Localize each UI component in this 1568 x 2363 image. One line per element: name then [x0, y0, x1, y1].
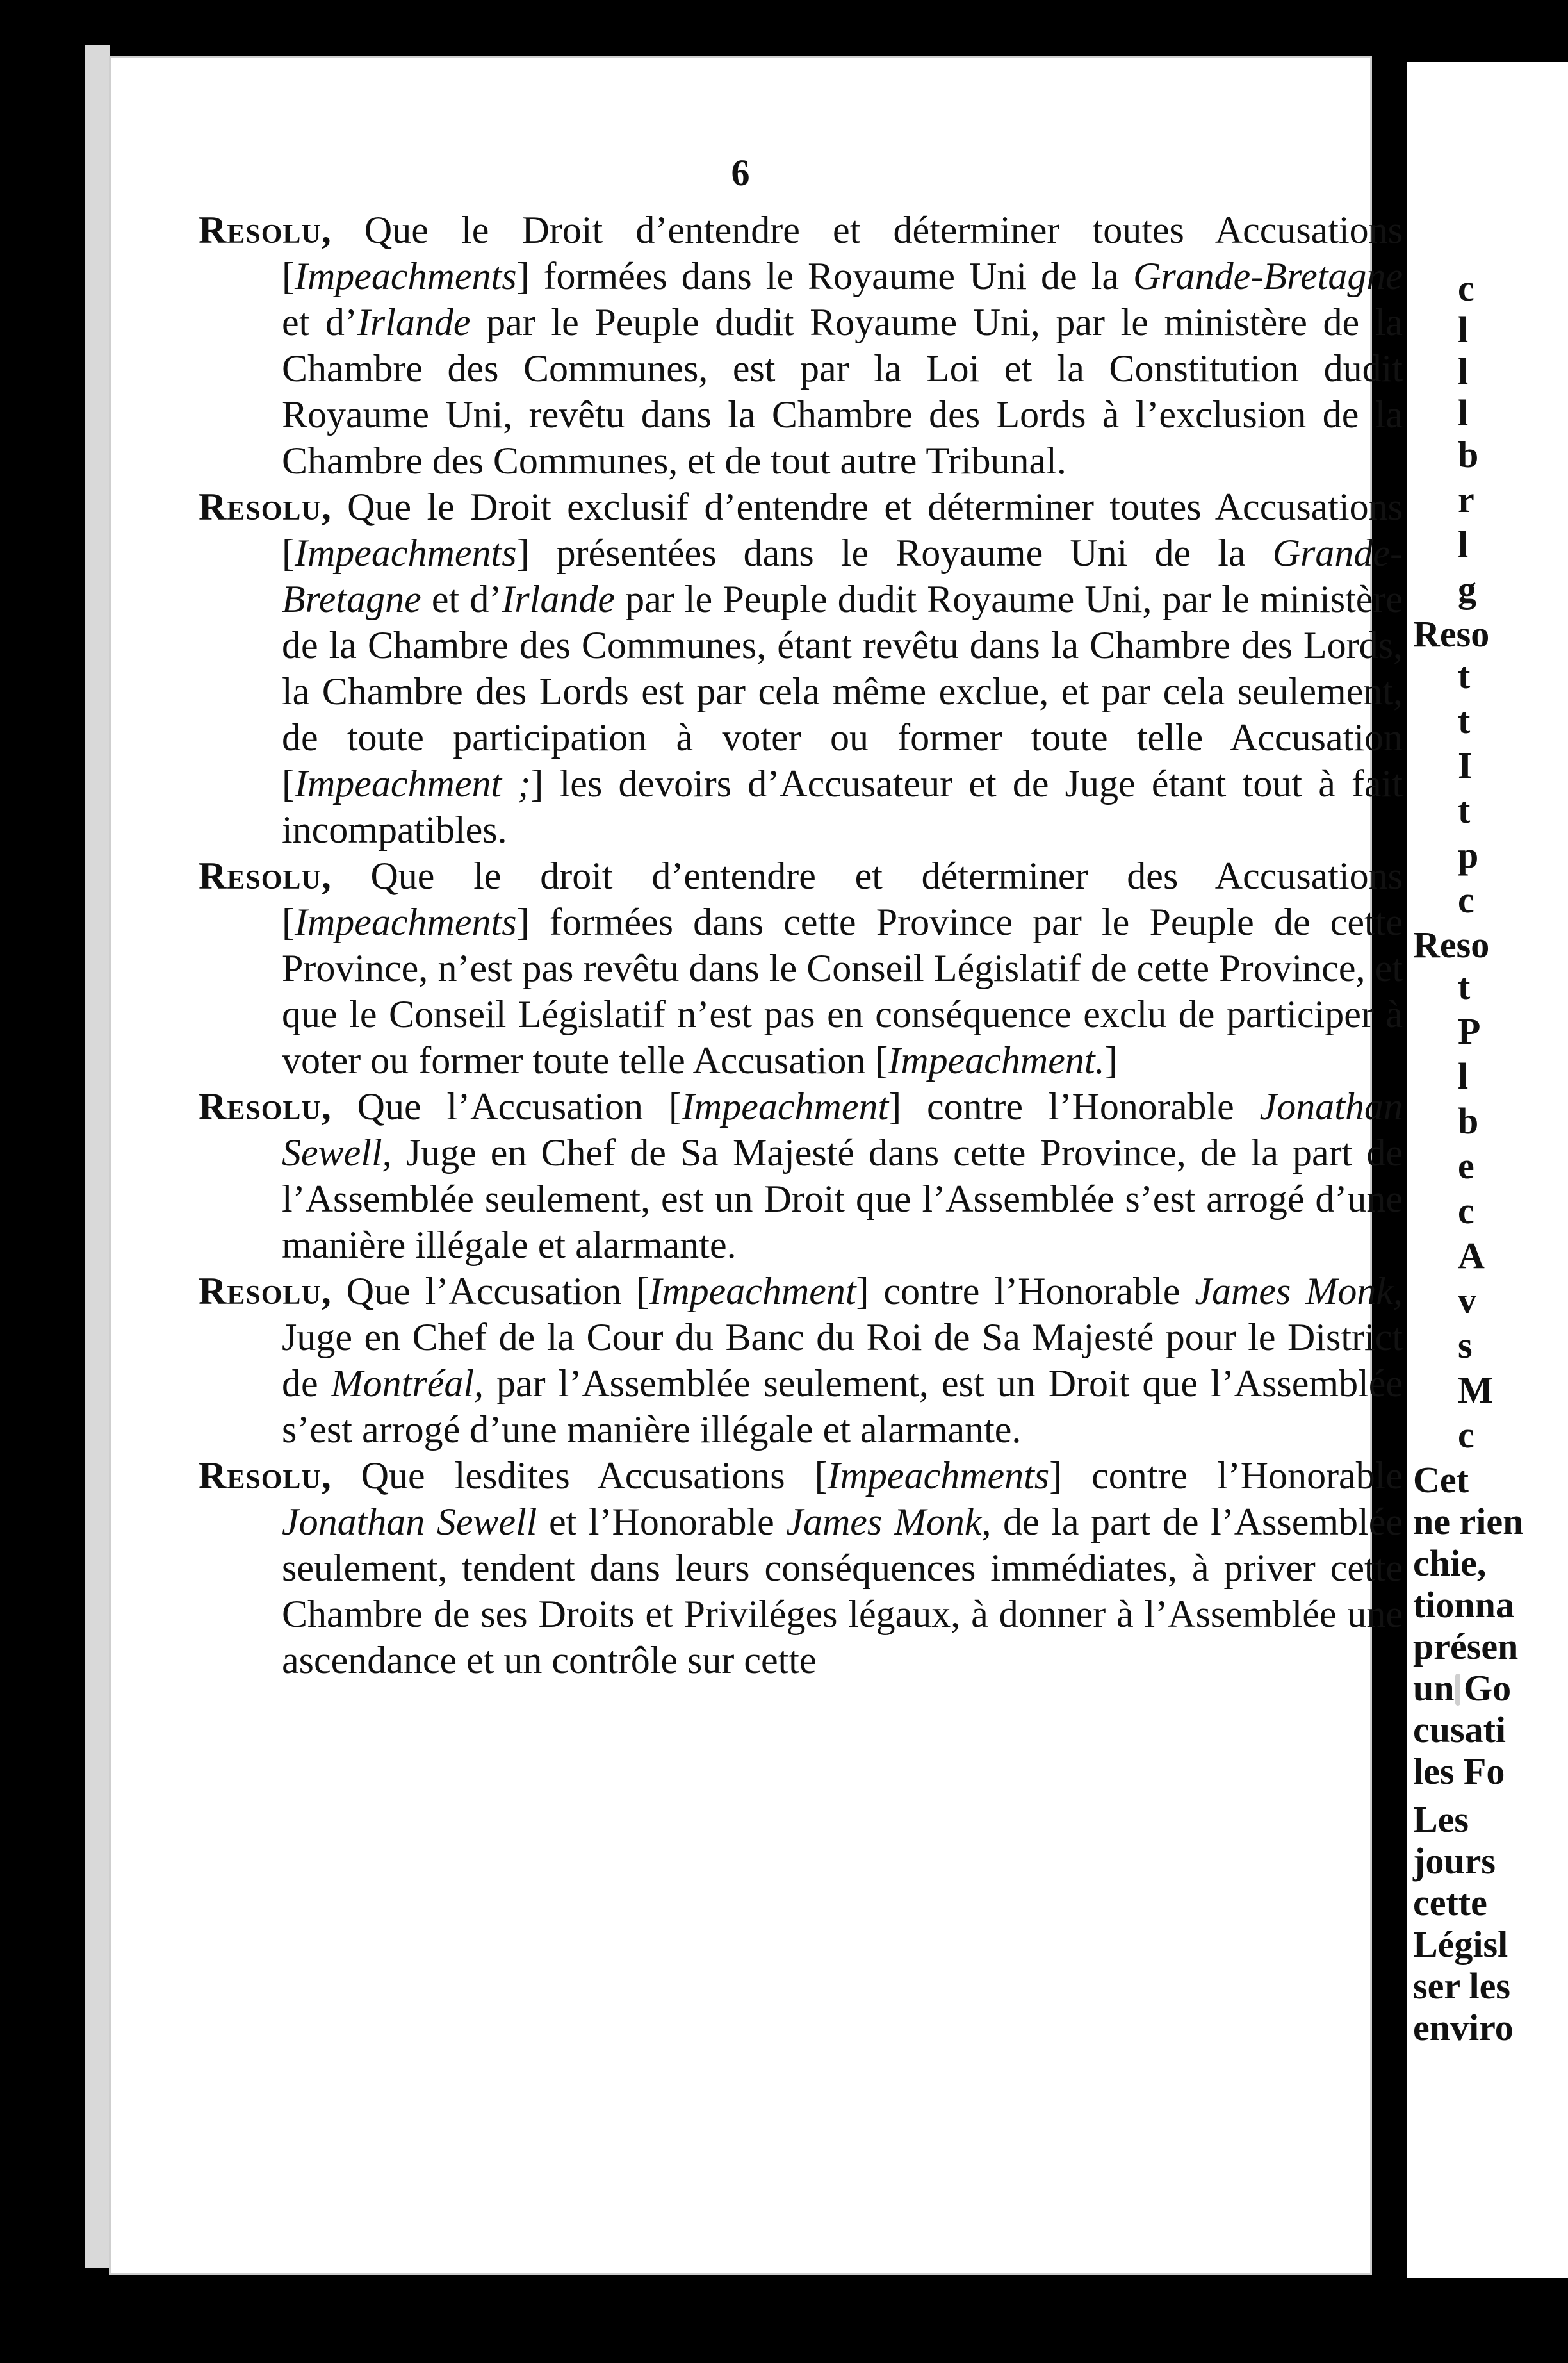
italic-text: Grande-Bretagne [1133, 255, 1403, 297]
right-page-line: l [1458, 392, 1469, 434]
body-text: de la part de l’Assemblée seulement, tendent dans leurs conséquences immédiates, à priver cette Chambre de ses Droits et Priviléges légaux, à donner à l’Assemblée une ascendance et un contrôle sur cette [282, 1501, 1403, 1681]
resolution-paragraph [199, 484, 1403, 853]
italic-text: Impeachments [294, 255, 517, 297]
right-page-line: g [1458, 568, 1476, 610]
resolutions-text [199, 207, 1403, 1683]
italic-text: Montréal, [331, 1362, 484, 1404]
right-page-line: les Fo [1413, 1750, 1505, 1792]
body-text: et l’Honorable [537, 1501, 787, 1543]
right-page-line: ne rien [1413, 1501, 1524, 1542]
resolution-keyword: Resolu, [199, 486, 332, 528]
right-page-line: t [1458, 655, 1471, 696]
right-page-line: P [1458, 1010, 1481, 1052]
resolution-keyword: Resolu, [199, 1085, 332, 1128]
right-page-line: r [1458, 479, 1474, 520]
italic-text: Impeachment [649, 1270, 856, 1312]
body-text: par le Peuple dudit Royaume Uni, par le ministère de la Chambre des Communes, est par la Loi et la Constitution dudit Royaume Uni, revêtu dans la Chambre des Lords à l’exclusion de la Chambre des Communes, et de tout autre Tribunal. [282, 301, 1403, 482]
right-page-line: Législ [1413, 1923, 1508, 1965]
body-text: par le Peuple dudit Royaume Uni, par le ministère de la Chambre des Communes, étant revêtu dans la Chambre des Lords, la Chambre des Lords est par cela même exclue, et par cela seulement, de toute participation à voter ou former toute telle Accusation [ [282, 578, 1403, 805]
italic-text: Impeachments [827, 1454, 1050, 1497]
body-text: Que lesdites Accusations [ [331, 1454, 828, 1497]
body-text: Que l’Accusation [ [331, 1085, 682, 1128]
right-page-line: t [1458, 700, 1471, 741]
resolution-keyword: Resolu, [199, 1454, 332, 1497]
resolution-paragraph [199, 853, 1403, 1083]
right-page-line: l [1458, 1055, 1469, 1097]
italic-text: Jonathan Sewell, [282, 1085, 1403, 1174]
body-text: ] [1104, 1039, 1118, 1082]
right-page-fragment [1407, 62, 1568, 2278]
right-page-line: Reso [1413, 924, 1490, 966]
right-page-line: chie, [1413, 1542, 1487, 1584]
resolution-paragraph [199, 1268, 1403, 1453]
italic-text: Impeachments [294, 532, 517, 574]
italic-text: Grande-Bretagne [282, 532, 1403, 620]
right-page-line: Cet [1413, 1459, 1469, 1501]
right-page-line: b [1458, 1100, 1479, 1142]
resolution-keyword: Resolu, [199, 855, 332, 897]
right-page-line: enviro [1413, 2007, 1514, 2048]
italic-text: Impeachment ; [294, 762, 531, 805]
italic-text: Impeachments [294, 901, 517, 943]
right-page-line: M [1458, 1369, 1493, 1411]
italic-text: Impeachment. [888, 1039, 1105, 1082]
right-page-line: t [1458, 789, 1471, 831]
left-page [109, 56, 1403, 2275]
right-page-line: l [1458, 350, 1469, 392]
right-page-line: tionna [1413, 1584, 1514, 1626]
right-page-line: s [1458, 1324, 1473, 1366]
body-text: ] contre l’Honorable [856, 1270, 1195, 1312]
body-text: Juge en Chef de Sa Majesté dans cette Province, de la part de l’Assemblée seulement, est un Droit que l’Assemblée s’est arrogé d’une manière illégale et alarmante. [282, 1132, 1403, 1266]
right-page-line: c [1458, 1414, 1474, 1456]
right-page-line: l [1458, 309, 1469, 350]
right-page-line: p [1458, 834, 1479, 876]
body-text: ] formées dans cette Province par le Peuple de cette Province, n’est pas revêtu dans le Conseil Législatif de cette Province, et que le Conseil Législatif n’est pas en conséquence exclu de participer à voter ou former toute telle Accusation [ [282, 901, 1403, 1082]
right-page-line: jours [1413, 1840, 1496, 1882]
right-page-line: ser les [1413, 1965, 1510, 2007]
body-text: Que le droit d’entendre et déterminer des Accusations [ [282, 855, 1403, 943]
page-number: 6 [731, 152, 750, 193]
body-text: ] formées dans le Royaume Uni de la [516, 255, 1133, 297]
body-text: et d’ [282, 301, 357, 343]
body-text: par l’Assemblée seulement, est un Droit que l’Assemblée s’est arrogé d’une manière illégale et alarmante. [282, 1362, 1403, 1451]
body-text: Juge en Chef de la Cour du Banc du Roi de Sa Majesté pour le District de [282, 1316, 1403, 1404]
italic-text: Irlande [502, 578, 615, 620]
right-page-line: c [1458, 267, 1474, 309]
italic-text: James Monk, [786, 1501, 992, 1543]
right-page-line: A [1458, 1235, 1485, 1276]
resolution-paragraph [199, 1083, 1403, 1268]
right-page-line: un Go [1413, 1667, 1512, 1709]
body-text: ] contre l’Honorable [1049, 1454, 1403, 1497]
body-text: ] présentées dans le Royaume Uni de la [516, 532, 1273, 574]
resolution-paragraph [199, 1453, 1403, 1683]
right-page-line: l [1458, 523, 1469, 565]
right-page-line: v [1458, 1280, 1476, 1321]
right-page-line: Les [1413, 1799, 1469, 1840]
right-page-line: I [1458, 745, 1473, 786]
body-text: Que l’Accusation [ [331, 1270, 649, 1312]
resolution-keyword: Resolu, [199, 1270, 332, 1312]
right-page-line: Reso [1413, 613, 1490, 655]
body-text: ] contre l’Honorable [888, 1085, 1260, 1128]
resolution-keyword: Resolu, [199, 209, 332, 251]
body-text: et d’ [421, 578, 502, 620]
right-page-line: cusati [1413, 1709, 1506, 1750]
right-page-line: c [1458, 879, 1474, 921]
body-text: ] les devoirs d’Accusateur et de Juge étant tout à fait incompatibles. [282, 762, 1403, 851]
right-page-line: c [1458, 1190, 1474, 1231]
italic-text: James Monk, [1195, 1270, 1403, 1312]
italic-text: Jonathan Sewell [282, 1501, 537, 1543]
italic-text: Irlande [357, 301, 471, 343]
body-text: Que le Droit exclusif d’entendre et déterminer toutes Accusations [ [282, 486, 1403, 574]
italic-text: Impeachment [681, 1085, 889, 1128]
right-page-line: cette [1413, 1882, 1487, 1923]
right-page-line: e [1458, 1145, 1474, 1187]
resolution-paragraph [199, 207, 1403, 484]
right-page-line: présen [1413, 1626, 1519, 1667]
scan-left-edge [85, 45, 110, 2268]
right-page-line: t [1458, 966, 1471, 1007]
body-text: Que le Droit d’entendre et déterminer toutes Accusations [ [282, 209, 1403, 297]
right-page-line: b [1458, 434, 1479, 475]
